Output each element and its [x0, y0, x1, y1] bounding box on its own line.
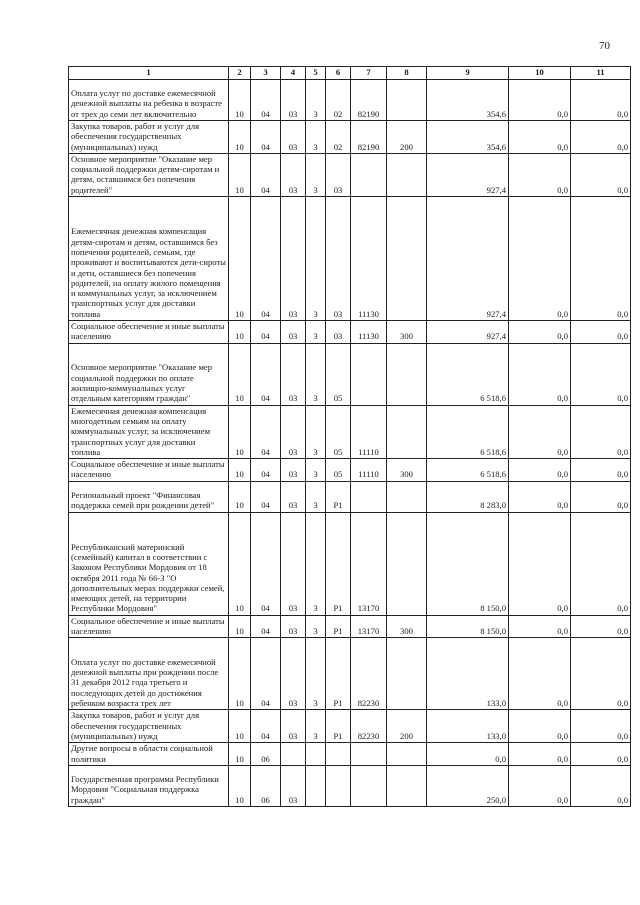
row-label: Другие вопросы в области социальной политики: [69, 743, 229, 766]
cell-col8: [387, 743, 427, 766]
cell-col2: 10: [229, 615, 251, 638]
cell-col3: 06: [251, 765, 281, 806]
cell-col7: 13170: [351, 512, 387, 615]
cell-col5: 3: [306, 710, 326, 743]
cell-col2: 10: [229, 481, 251, 512]
cell-col9: 6 518,6: [427, 459, 509, 482]
cell-col5: 3: [306, 638, 326, 710]
cell-col3: 04: [251, 638, 281, 710]
cell-col7: 13170: [351, 615, 387, 638]
cell-col3: 04: [251, 80, 281, 121]
cell-col6: P1: [326, 512, 351, 615]
cell-col6: P1: [326, 481, 351, 512]
cell-col3: 04: [251, 481, 281, 512]
header-cell: 11: [571, 67, 631, 80]
cell-col2: 10: [229, 153, 251, 196]
header-cell: 9: [427, 67, 509, 80]
cell-col9: 8 150,0: [427, 615, 509, 638]
cell-col10: 0,0: [509, 121, 571, 154]
cell-col11: 0,0: [571, 615, 631, 638]
cell-col5: 3: [306, 343, 326, 405]
cell-col7: 82190: [351, 80, 387, 121]
cell-col7: 11110: [351, 459, 387, 482]
cell-col5: 3: [306, 80, 326, 121]
cell-col9: 250,0: [427, 765, 509, 806]
cell-col4: 03: [281, 121, 306, 154]
row-label: Республиканский материнский (семейный) капитал в соответствии с Законом Республики Мордовия от 18 октября 2011 года № 66-З "О дополнительных мерах поддержки семей, имеющих детей, на территории Республики Мордовия": [69, 512, 229, 615]
table-row: [69, 765, 631, 806]
page-number: 70: [599, 40, 610, 52]
cell-col7: [351, 481, 387, 512]
row-label: Закупка товаров, работ и услуг для обеспечения государственных (муниципальных) нужд: [69, 121, 229, 154]
cell-col10: 0,0: [509, 481, 571, 512]
cell-col3: 04: [251, 710, 281, 743]
cell-col7: 82230: [351, 638, 387, 710]
cell-col3: 06: [251, 743, 281, 766]
table-row: [69, 121, 631, 154]
cell-col9: 8 150,0: [427, 512, 509, 615]
cell-col9: 0,0: [427, 743, 509, 766]
cell-col3: 04: [251, 153, 281, 196]
cell-col2: 10: [229, 121, 251, 154]
header-cell: 8: [387, 67, 427, 80]
cell-col5: 3: [306, 197, 326, 321]
cell-col3: 04: [251, 197, 281, 321]
cell-col10: 0,0: [509, 153, 571, 196]
cell-col7: 11130: [351, 321, 387, 344]
cell-col6: 03: [326, 321, 351, 344]
row-label: Социальное обеспечение и иные выплаты населению: [69, 615, 229, 638]
cell-col3: 04: [251, 321, 281, 344]
cell-col6: 05: [326, 459, 351, 482]
cell-col2: 10: [229, 80, 251, 121]
cell-col4: 03: [281, 459, 306, 482]
table-row: [69, 343, 631, 405]
cell-col6: P1: [326, 615, 351, 638]
row-label: Социальное обеспечение и иные выплаты населению: [69, 321, 229, 344]
cell-col5: [306, 765, 326, 806]
header-cell: 2: [229, 67, 251, 80]
cell-col11: 0,0: [571, 153, 631, 196]
cell-col3: 04: [251, 121, 281, 154]
row-label: Государственная программа Республики Мордовия "Социальная поддержка граждан": [69, 765, 229, 806]
row-label: Ежемесячная денежная компенсация детям-сиротам и детям, оставшимся без попечения родителей, семьям, где проживают и воспитываются дети-сироты и дети, оставшиеся без попечения родителей, на оплату жилого помещения и коммунальных услуг, за исключением транспортных услуг для доставки топлива: [69, 197, 229, 321]
cell-col5: 3: [306, 512, 326, 615]
cell-col8: 200: [387, 121, 427, 154]
cell-col2: 10: [229, 321, 251, 344]
cell-col10: 0,0: [509, 615, 571, 638]
cell-col10: 0,0: [509, 343, 571, 405]
cell-col6: 05: [326, 343, 351, 405]
row-label: Основное мероприятие "Оказание мер социальной поддержки по оплате жилищно-коммунальных услуг отдельным категориям граждан": [69, 343, 229, 405]
cell-col11: 0,0: [571, 405, 631, 458]
cell-col7: [351, 153, 387, 196]
cell-col8: [387, 197, 427, 321]
cell-col11: 0,0: [571, 121, 631, 154]
cell-col8: [387, 80, 427, 121]
cell-col10: 0,0: [509, 405, 571, 458]
header-cell: 3: [251, 67, 281, 80]
cell-col9: 927,4: [427, 153, 509, 196]
row-label: Региональный проект "Финансовая поддержка семей при рождении детей": [69, 481, 229, 512]
header-cell: 1: [69, 67, 229, 80]
cell-col11: 0,0: [571, 710, 631, 743]
table-row: [69, 153, 631, 196]
cell-col7: 82230: [351, 710, 387, 743]
cell-col8: [387, 765, 427, 806]
row-label: Основное мероприятие "Оказание мер социальной поддержки детям-сиротам и детям, оставшимся без попечения родителей": [69, 153, 229, 196]
cell-col8: 200: [387, 710, 427, 743]
header-cell: 10: [509, 67, 571, 80]
cell-col2: 10: [229, 710, 251, 743]
cell-col7: 11130: [351, 197, 387, 321]
cell-col6: P1: [326, 638, 351, 710]
cell-col9: 354,6: [427, 80, 509, 121]
cell-col6: 02: [326, 80, 351, 121]
cell-col7: [351, 343, 387, 405]
row-label: Ежемесячная денежная компенсация многодетным семьям на оплату коммунальных услуг, за исключением транспортных услуг для доставки топлива: [69, 405, 229, 458]
cell-col2: 10: [229, 459, 251, 482]
header-cell: 6: [326, 67, 351, 80]
header-cell: 4: [281, 67, 306, 80]
cell-col5: 3: [306, 153, 326, 196]
cell-col8: 300: [387, 459, 427, 482]
cell-col3: 04: [251, 512, 281, 615]
table-row: [69, 80, 631, 121]
cell-col2: 10: [229, 343, 251, 405]
cell-col5: 3: [306, 481, 326, 512]
cell-col4: 03: [281, 512, 306, 615]
cell-col11: 0,0: [571, 765, 631, 806]
cell-col4: 03: [281, 615, 306, 638]
cell-col6: 02: [326, 121, 351, 154]
cell-col7: 82190: [351, 121, 387, 154]
cell-col3: 04: [251, 405, 281, 458]
cell-col6: P1: [326, 710, 351, 743]
cell-col3: 04: [251, 343, 281, 405]
cell-col7: [351, 743, 387, 766]
cell-col4: 03: [281, 710, 306, 743]
cell-col5: 3: [306, 405, 326, 458]
cell-col11: 0,0: [571, 512, 631, 615]
cell-col9: 133,0: [427, 638, 509, 710]
cell-col9: 6 518,6: [427, 405, 509, 458]
cell-col11: 0,0: [571, 197, 631, 321]
cell-col2: 10: [229, 765, 251, 806]
table-row: [69, 459, 631, 482]
cell-col4: 03: [281, 153, 306, 196]
cell-col8: 300: [387, 321, 427, 344]
cell-col2: 10: [229, 512, 251, 615]
header-cell: 5: [306, 67, 326, 80]
table-row: [69, 197, 631, 321]
header-cell: 7: [351, 67, 387, 80]
cell-col8: [387, 153, 427, 196]
cell-col8: [387, 405, 427, 458]
cell-col2: 10: [229, 405, 251, 458]
row-label: Оплата услуг по доставке ежемесячной денежной выплаты при рождении после 31 декабря 2012 года третьего и последующих детей до достижения ребенком возраста трех лет: [69, 638, 229, 710]
cell-col11: 0,0: [571, 459, 631, 482]
cell-col8: [387, 343, 427, 405]
cell-col5: 3: [306, 459, 326, 482]
table-row: [69, 710, 631, 743]
row-label: Закупка товаров, работ и услуг для обеспечения государственных (муниципальных) нужд: [69, 710, 229, 743]
cell-col8: [387, 638, 427, 710]
table-row: [69, 638, 631, 710]
cell-col9: 6 518,6: [427, 343, 509, 405]
cell-col11: 0,0: [571, 743, 631, 766]
table-row: [69, 743, 631, 766]
cell-col6: [326, 743, 351, 766]
cell-col6: 03: [326, 153, 351, 196]
cell-col2: 10: [229, 197, 251, 321]
table-row: [69, 321, 631, 344]
table-row: [69, 481, 631, 512]
cell-col3: 04: [251, 459, 281, 482]
cell-col2: 10: [229, 743, 251, 766]
cell-col6: 03: [326, 197, 351, 321]
cell-col4: 03: [281, 481, 306, 512]
cell-col10: 0,0: [509, 710, 571, 743]
cell-col4: 03: [281, 638, 306, 710]
cell-col4: 03: [281, 80, 306, 121]
cell-col10: 0,0: [509, 512, 571, 615]
cell-col4: 03: [281, 765, 306, 806]
cell-col4: [281, 743, 306, 766]
cell-col10: 0,0: [509, 80, 571, 121]
cell-col9: 133,0: [427, 710, 509, 743]
cell-col11: 0,0: [571, 321, 631, 344]
cell-col10: 0,0: [509, 743, 571, 766]
cell-col9: 8 283,0: [427, 481, 509, 512]
table-row: [69, 615, 631, 638]
cell-col10: 0,0: [509, 197, 571, 321]
cell-col5: 3: [306, 321, 326, 344]
cell-col10: 0,0: [509, 459, 571, 482]
cell-col10: 0,0: [509, 638, 571, 710]
cell-col4: 03: [281, 197, 306, 321]
table-row: [69, 405, 631, 458]
cell-col10: 0,0: [509, 321, 571, 344]
cell-col9: 354,6: [427, 121, 509, 154]
cell-col11: 0,0: [571, 343, 631, 405]
cell-col4: 03: [281, 405, 306, 458]
cell-col5: 3: [306, 615, 326, 638]
cell-col7: [351, 765, 387, 806]
table-row: [69, 512, 631, 615]
cell-col6: 05: [326, 405, 351, 458]
cell-col7: 11110: [351, 405, 387, 458]
cell-col11: 0,0: [571, 481, 631, 512]
budget-table: [68, 66, 631, 807]
cell-col10: 0,0: [509, 765, 571, 806]
cell-col8: 300: [387, 615, 427, 638]
row-label: Оплата услуг по доставке ежемесячной денежной выплаты на ребенка в возрасте от трех до семи лет включительно: [69, 80, 229, 121]
cell-col4: 03: [281, 343, 306, 405]
cell-col8: [387, 512, 427, 615]
cell-col11: 0,0: [571, 80, 631, 121]
cell-col5: 3: [306, 121, 326, 154]
cell-col3: 04: [251, 615, 281, 638]
cell-col9: 927,4: [427, 197, 509, 321]
row-label: Социальное обеспечение и иные выплаты населению: [69, 459, 229, 482]
header-row: [69, 67, 631, 80]
cell-col4: 03: [281, 321, 306, 344]
cell-col6: [326, 765, 351, 806]
cell-col2: 10: [229, 638, 251, 710]
cell-col9: 927,4: [427, 321, 509, 344]
cell-col8: [387, 481, 427, 512]
cell-col5: [306, 743, 326, 766]
cell-col11: 0,0: [571, 638, 631, 710]
